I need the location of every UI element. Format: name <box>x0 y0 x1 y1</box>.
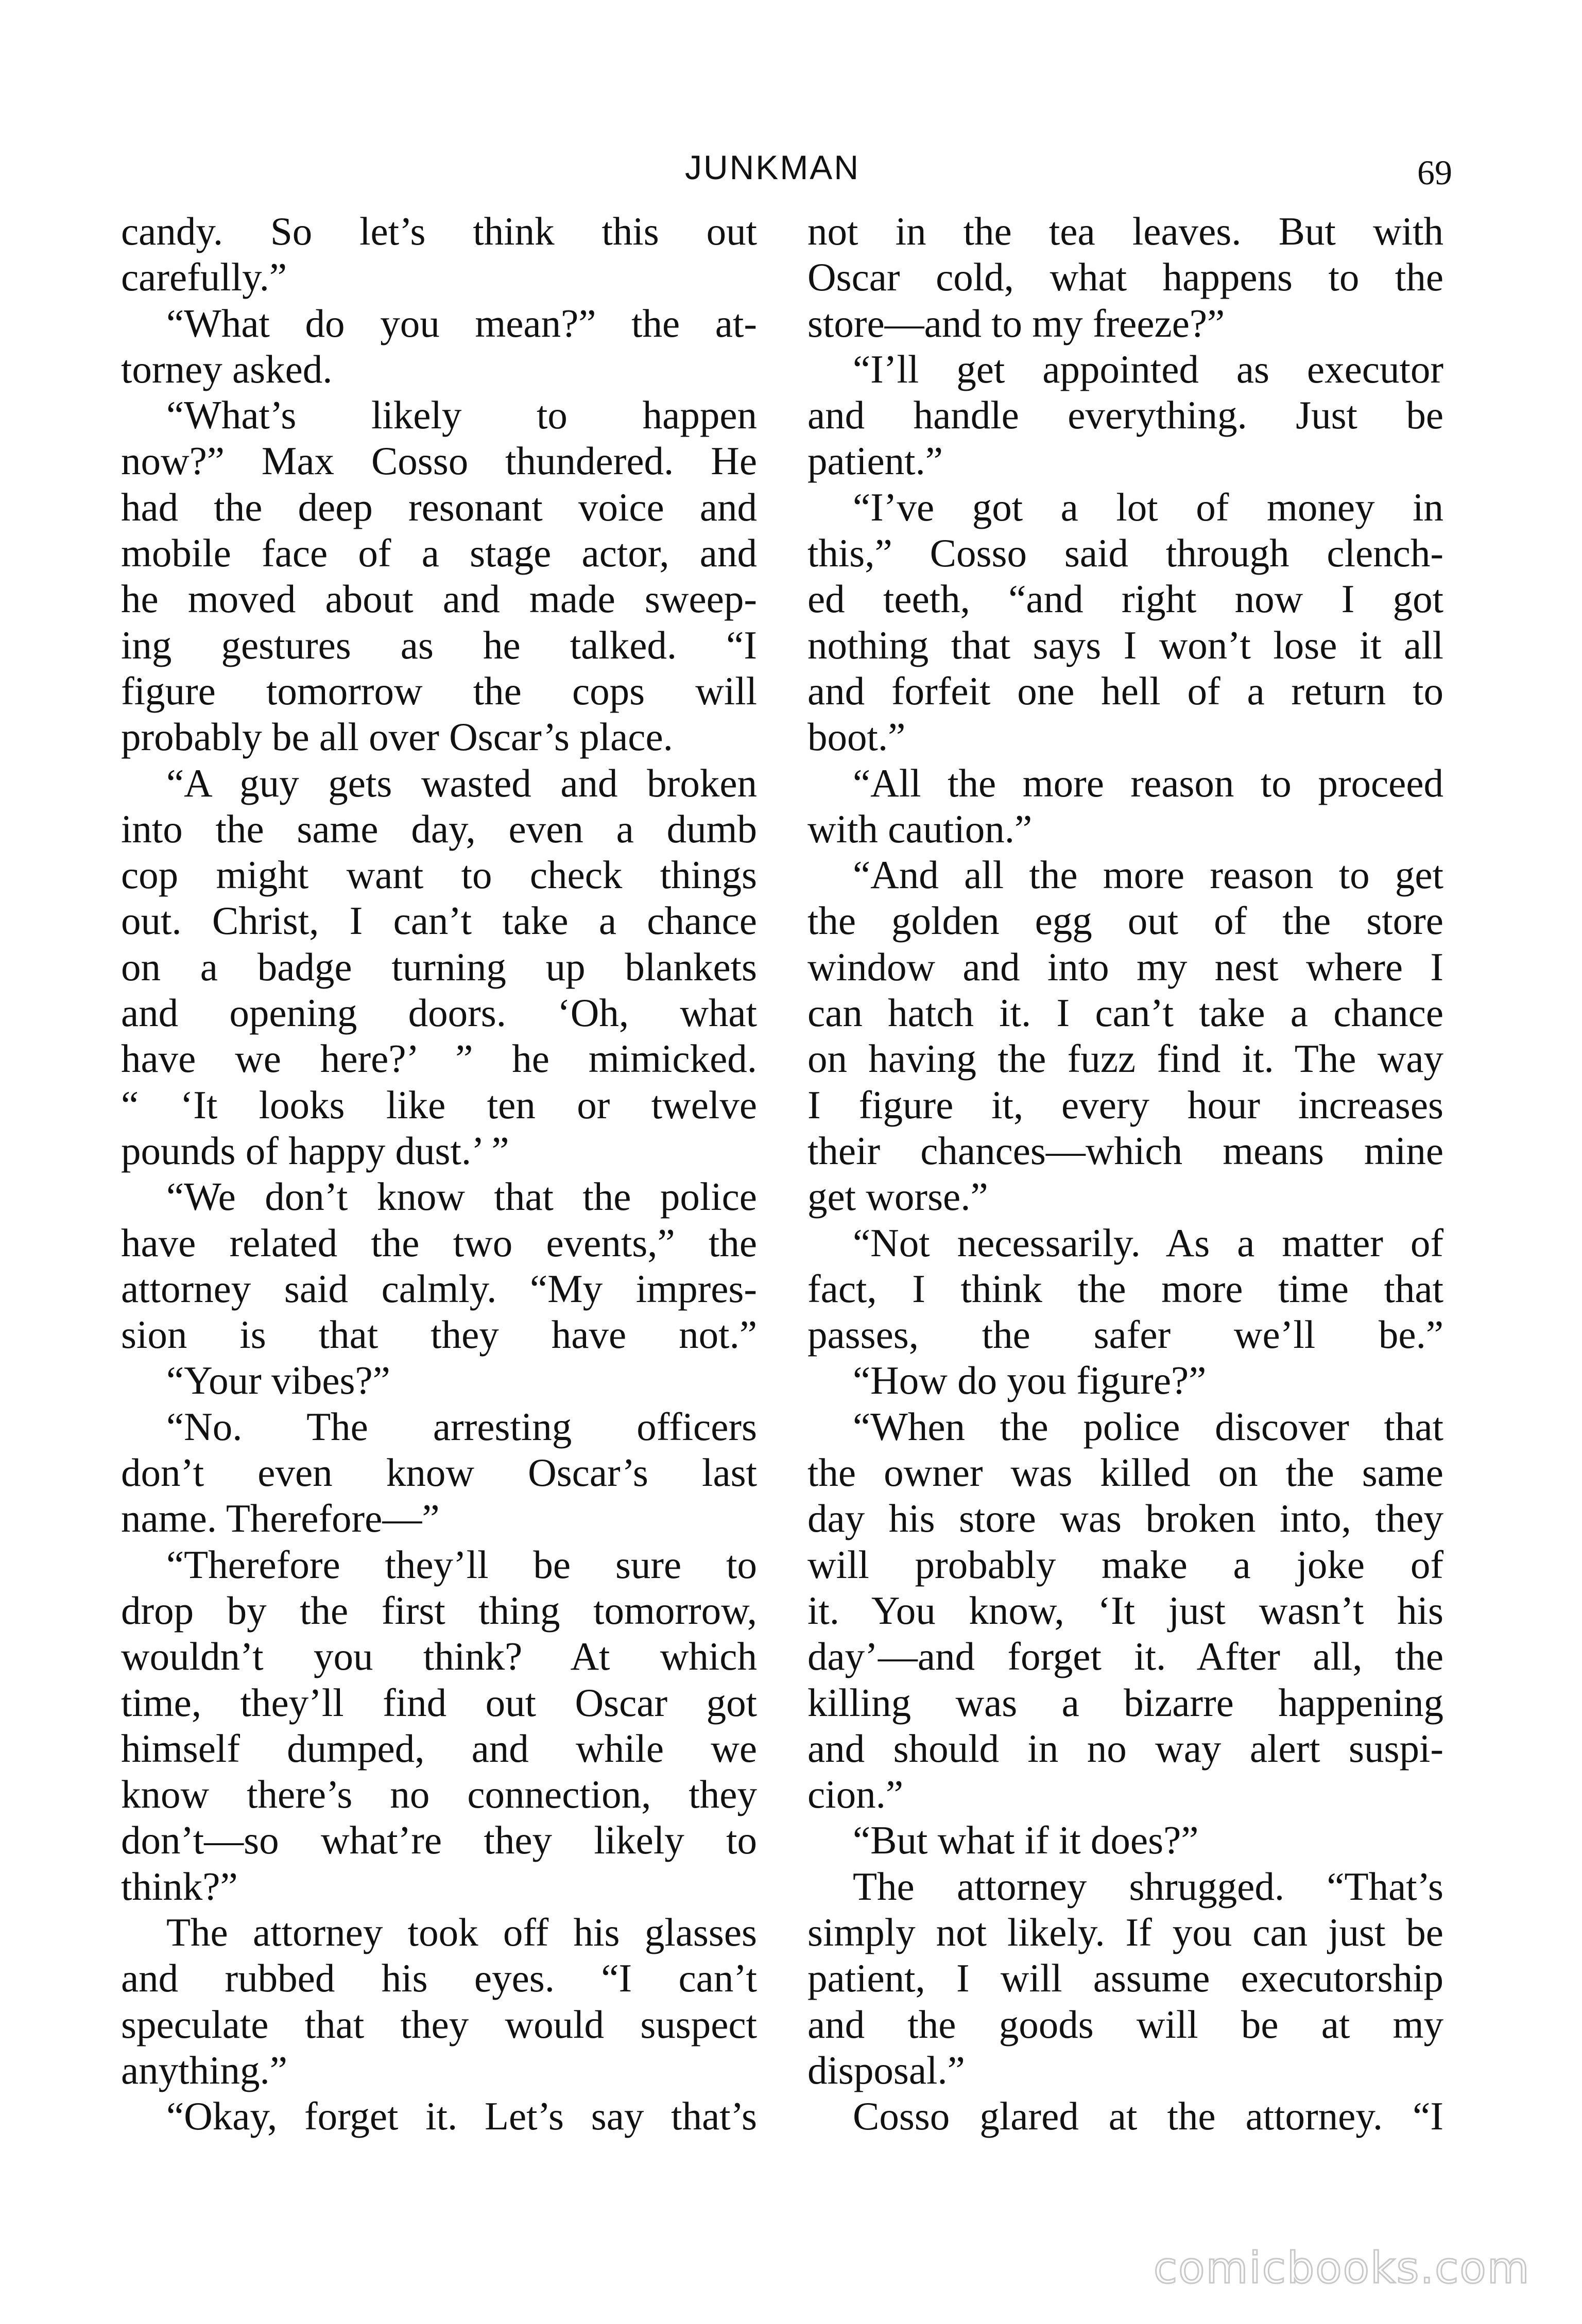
right-text-column <box>807 209 1443 2139</box>
text-line: with caution.” <box>807 806 1033 851</box>
text-line: cion.” <box>807 1772 903 1817</box>
text-line: “A guy gets wasted and broken <box>166 760 757 805</box>
text-line: “I’ll get appointed as executor <box>853 346 1443 391</box>
text-line: patient, I will assume executorship <box>807 1956 1443 2001</box>
running-head: JUNKMAN <box>684 148 860 186</box>
text-line: out. Christ, I can’t take a chance <box>121 898 757 943</box>
text-line: had the deep resonant voice and <box>121 484 757 529</box>
text-line: “Therefore they’ll be sure to <box>166 1542 757 1587</box>
text-line: mobile face of a stage actor, and <box>121 531 757 576</box>
text-line: and the goods will be at my <box>807 2002 1443 2046</box>
text-line: can hatch it. I can’t take a chance <box>807 991 1443 1035</box>
text-line: “ ‘It looks like ten or twelve <box>121 1082 757 1127</box>
text-line: “How do you figure?” <box>853 1358 1207 1403</box>
text-line: get worse.” <box>807 1174 988 1219</box>
text-line: fact, I think the more time that <box>807 1266 1443 1311</box>
text-line: nothing that says I won’t lose it all <box>807 622 1443 667</box>
text-line: “And all the more reason to get <box>853 853 1443 897</box>
text-line: the owner was killed on the same <box>807 1450 1443 1495</box>
text-line: ing gestures as he talked. “I <box>121 622 757 667</box>
text-line: The attorney took off his glasses <box>166 1910 757 1954</box>
text-line: “No. The arresting officers <box>166 1404 757 1449</box>
text-line: have related the two events,” the <box>121 1220 757 1265</box>
text-line: anything.” <box>121 2048 287 2092</box>
text-line: drop by the first thing tomorrow, <box>121 1588 757 1633</box>
text-line: “We don’t know that the police <box>166 1174 757 1219</box>
text-line: boot.” <box>807 715 906 759</box>
text-line: passes, the safer we’ll be.” <box>807 1312 1443 1357</box>
text-line: candy. So let’s think this out <box>121 209 757 253</box>
watermark-logo: comicbooks.com <box>1154 2243 1531 2293</box>
text-line: don’t even know Oscar’s last <box>121 1450 757 1495</box>
text-line: simply not likely. If you can just be <box>807 1910 1443 1954</box>
text-line: sion is that they have not.” <box>121 1312 757 1357</box>
text-line: day his store was broken into, they <box>807 1496 1443 1541</box>
text-line: their chances—which means mine <box>807 1128 1443 1173</box>
text-line: “Not necessarily. As a matter of <box>853 1220 1443 1265</box>
text-line: this,” Cosso said through clench- <box>807 531 1443 576</box>
text-line: he moved about and made sweep- <box>121 577 757 621</box>
text-line: torney asked. <box>121 346 333 391</box>
text-line: on having the fuzz find it. The way <box>807 1036 1443 1081</box>
text-line: wouldn’t you think? At which <box>121 1634 757 1679</box>
text-line: have we here?’ ” he mimicked. <box>121 1036 757 1081</box>
text-line: attorney said calmly. “My impres- <box>121 1266 757 1311</box>
text-line: probably be all over Oscar’s place. <box>121 715 673 759</box>
text-line: killing was a bizarre happening <box>807 1680 1443 1725</box>
text-line: and forfeit one hell of a return to <box>807 668 1443 713</box>
text-line: and handle everything. Just be <box>807 393 1443 438</box>
text-line: speculate that they would suspect <box>121 2002 757 2046</box>
text-line: The attorney shrugged. “That’s <box>853 1864 1443 1909</box>
text-line: cop might want to check things <box>121 853 757 897</box>
text-line: don’t—so what’re they likely to <box>121 1818 757 1863</box>
text-line: patient.” <box>807 439 943 483</box>
text-line: name. Therefore—” <box>121 1496 440 1541</box>
text-line: ed teeth, “and right now I got <box>807 577 1443 621</box>
text-line: himself dumped, and while we <box>121 1726 757 1771</box>
text-line: the golden egg out of the store <box>807 898 1443 943</box>
text-line: on a badge turning up blankets <box>121 944 757 989</box>
text-line: Cosso glared at the attorney. “I <box>853 2094 1443 2139</box>
text-line: disposal.” <box>807 2048 965 2092</box>
text-line: and opening doors. ‘Oh, what <box>121 991 757 1035</box>
text-line: “What’s likely to happen <box>166 393 757 438</box>
text-line: it. You know, ‘It just wasn’t his <box>807 1588 1443 1633</box>
text-line: Oscar cold, what happens to the <box>807 255 1443 300</box>
text-line: “All the more reason to proceed <box>853 760 1443 805</box>
text-line: think?” <box>121 1864 238 1909</box>
text-line: and rubbed his eyes. “I can’t <box>121 1956 757 2001</box>
text-line: “When the police discover that <box>853 1404 1443 1449</box>
text-line: I figure it, every hour increases <box>807 1082 1443 1127</box>
text-line: will probably make a joke of <box>807 1542 1443 1587</box>
text-line: “What do you mean?” the at- <box>166 301 757 345</box>
text-line: figure tomorrow the cops will <box>121 668 757 713</box>
text-line: pounds of happy dust.’ ” <box>121 1128 509 1173</box>
text-line: day’—and forget it. After all, the <box>807 1634 1443 1679</box>
text-line: “Okay, forget it. Let’s say that’s <box>166 2094 757 2139</box>
text-line: not in the tea leaves. But with <box>807 209 1443 253</box>
text-line: window and into my nest where I <box>807 944 1443 989</box>
text-line: know there’s no connection, they <box>121 1772 757 1817</box>
text-line: now?” Max Cosso thundered. He <box>121 439 757 483</box>
text-line: store—and to my freeze?” <box>807 301 1225 345</box>
left-text-column <box>121 209 757 2139</box>
text-line: “But what if it does?” <box>853 1818 1199 1863</box>
text-line: “I’ve got a lot of money in <box>853 484 1443 529</box>
text-line: time, they’ll find out Oscar got <box>121 1680 757 1725</box>
text-line: “Your vibes?” <box>166 1358 390 1403</box>
text-line: into the same day, even a dumb <box>121 806 757 851</box>
text-line: and should in no way alert suspi- <box>807 1726 1443 1771</box>
text-line: carefully.” <box>121 255 287 300</box>
page-number: 69 <box>1417 153 1452 192</box>
